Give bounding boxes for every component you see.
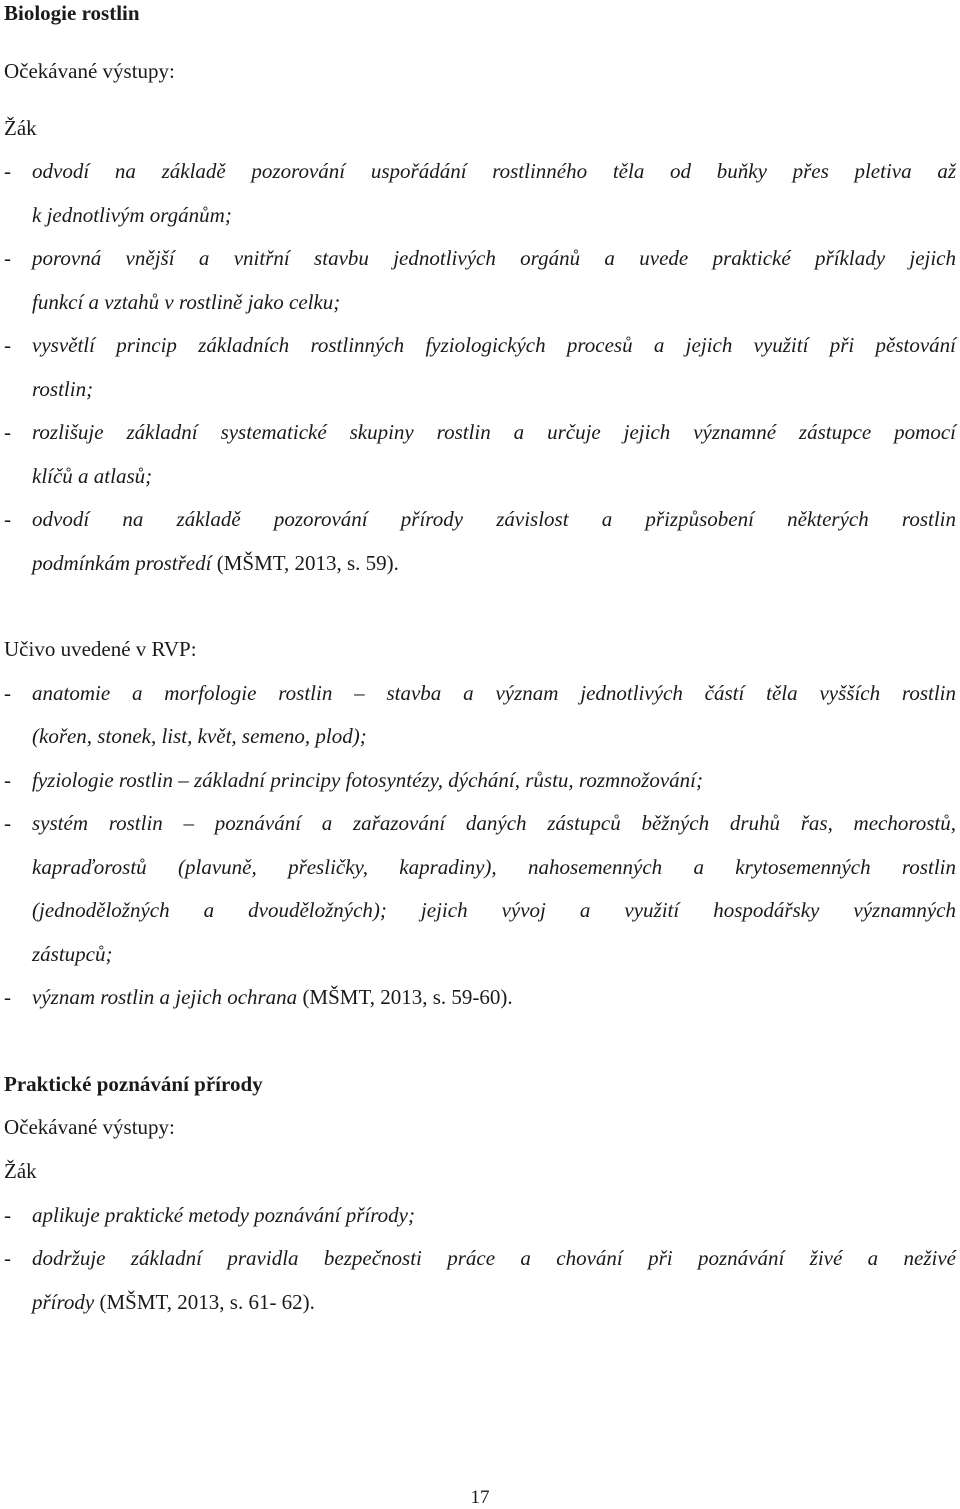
list-item-continuation: klíčů a atlasů; xyxy=(32,464,153,488)
list-item: - fyziologie rostlin – základní principy fotosyntézy, dýchání, růstu, rozmnožování; xyxy=(4,768,703,792)
list-item: - vysvětlí princip základních rostlinných fyziologických procesů a jejich využití při pěstování xyxy=(4,333,956,357)
expected-outputs-label: Očekávané výstupy: xyxy=(4,59,175,83)
list-item-continuation: podmínkám prostředí (MŠMT, 2013, s. 59). xyxy=(32,551,399,575)
list-item-continuation: kapraďorostů (plavuně, přesličky, kapradiny), nahosemenných a krytosemenných rostlin xyxy=(32,855,956,879)
expected-outputs-label: Očekávané výstupy: xyxy=(4,1115,175,1139)
list-item: - aplikuje praktické metody poznávání přírody; xyxy=(4,1203,415,1227)
list-item: - anatomie a morfologie rostlin – stavba a význam jednotlivých částí těla vyšších rostlin xyxy=(4,681,956,705)
section-heading-biology: Biologie rostlin xyxy=(4,1,140,25)
list-item-continuation: zástupců; xyxy=(32,942,113,966)
list-item: - odvodí na základě pozorování uspořádání rostlinného těla od buňky přes pletiva až xyxy=(4,159,956,183)
citation: (MŠMT, 2013, s. 61- 62). xyxy=(94,1290,315,1314)
list-item-continuation: rostlin; xyxy=(32,377,94,401)
list-item-continuation: přírody (MŠMT, 2013, s. 61- 62). xyxy=(32,1290,315,1314)
list-item-continuation: (jednoděložných a dvouděložných); jejich vývoj a využití hospodářsky významných xyxy=(32,898,956,922)
citation: (MŠMT, 2013, s. 59). xyxy=(211,551,399,575)
pupil-label: Žák xyxy=(4,1159,37,1183)
citation: (MŠMT, 2013, s. 59-60). xyxy=(297,985,513,1009)
list-item: - systém rostlin – poznávání a zařazování daných zástupců běžných druhů řas, mechorostů, xyxy=(4,811,956,835)
list-item: - dodržuje základní pravidla bezpečnosti práce a chování při poznávání živé a neživé xyxy=(4,1246,956,1270)
page-number: 17 xyxy=(470,1487,490,1508)
section-heading-practical: Praktické poznávání přírody xyxy=(4,1072,263,1096)
curriculum-label: Učivo uvedené v RVP: xyxy=(4,637,197,661)
list-item: - rozlišuje základní systematické skupiny rostlin a určuje jejich významné zástupce pomocí xyxy=(4,420,956,444)
list-item: - význam rostlin a jejich ochrana (MŠMT, 2013, s. 59-60). xyxy=(4,985,513,1009)
list-item-continuation: k jednotlivým orgánům; xyxy=(32,203,232,227)
list-item-continuation: funkcí a vztahů v rostlině jako celku; xyxy=(32,290,341,314)
list-item-continuation: (kořen, stonek, list, květ, semeno, plod); xyxy=(32,724,367,748)
pupil-label: Žák xyxy=(4,116,37,140)
list-item: - porovná vnější a vnitřní stavbu jednotlivých orgánů a uvede praktické příklady jejich xyxy=(4,246,956,270)
list-item: - odvodí na základě pozorování přírody závislost a přizpůsobení některých rostlin xyxy=(4,507,956,531)
